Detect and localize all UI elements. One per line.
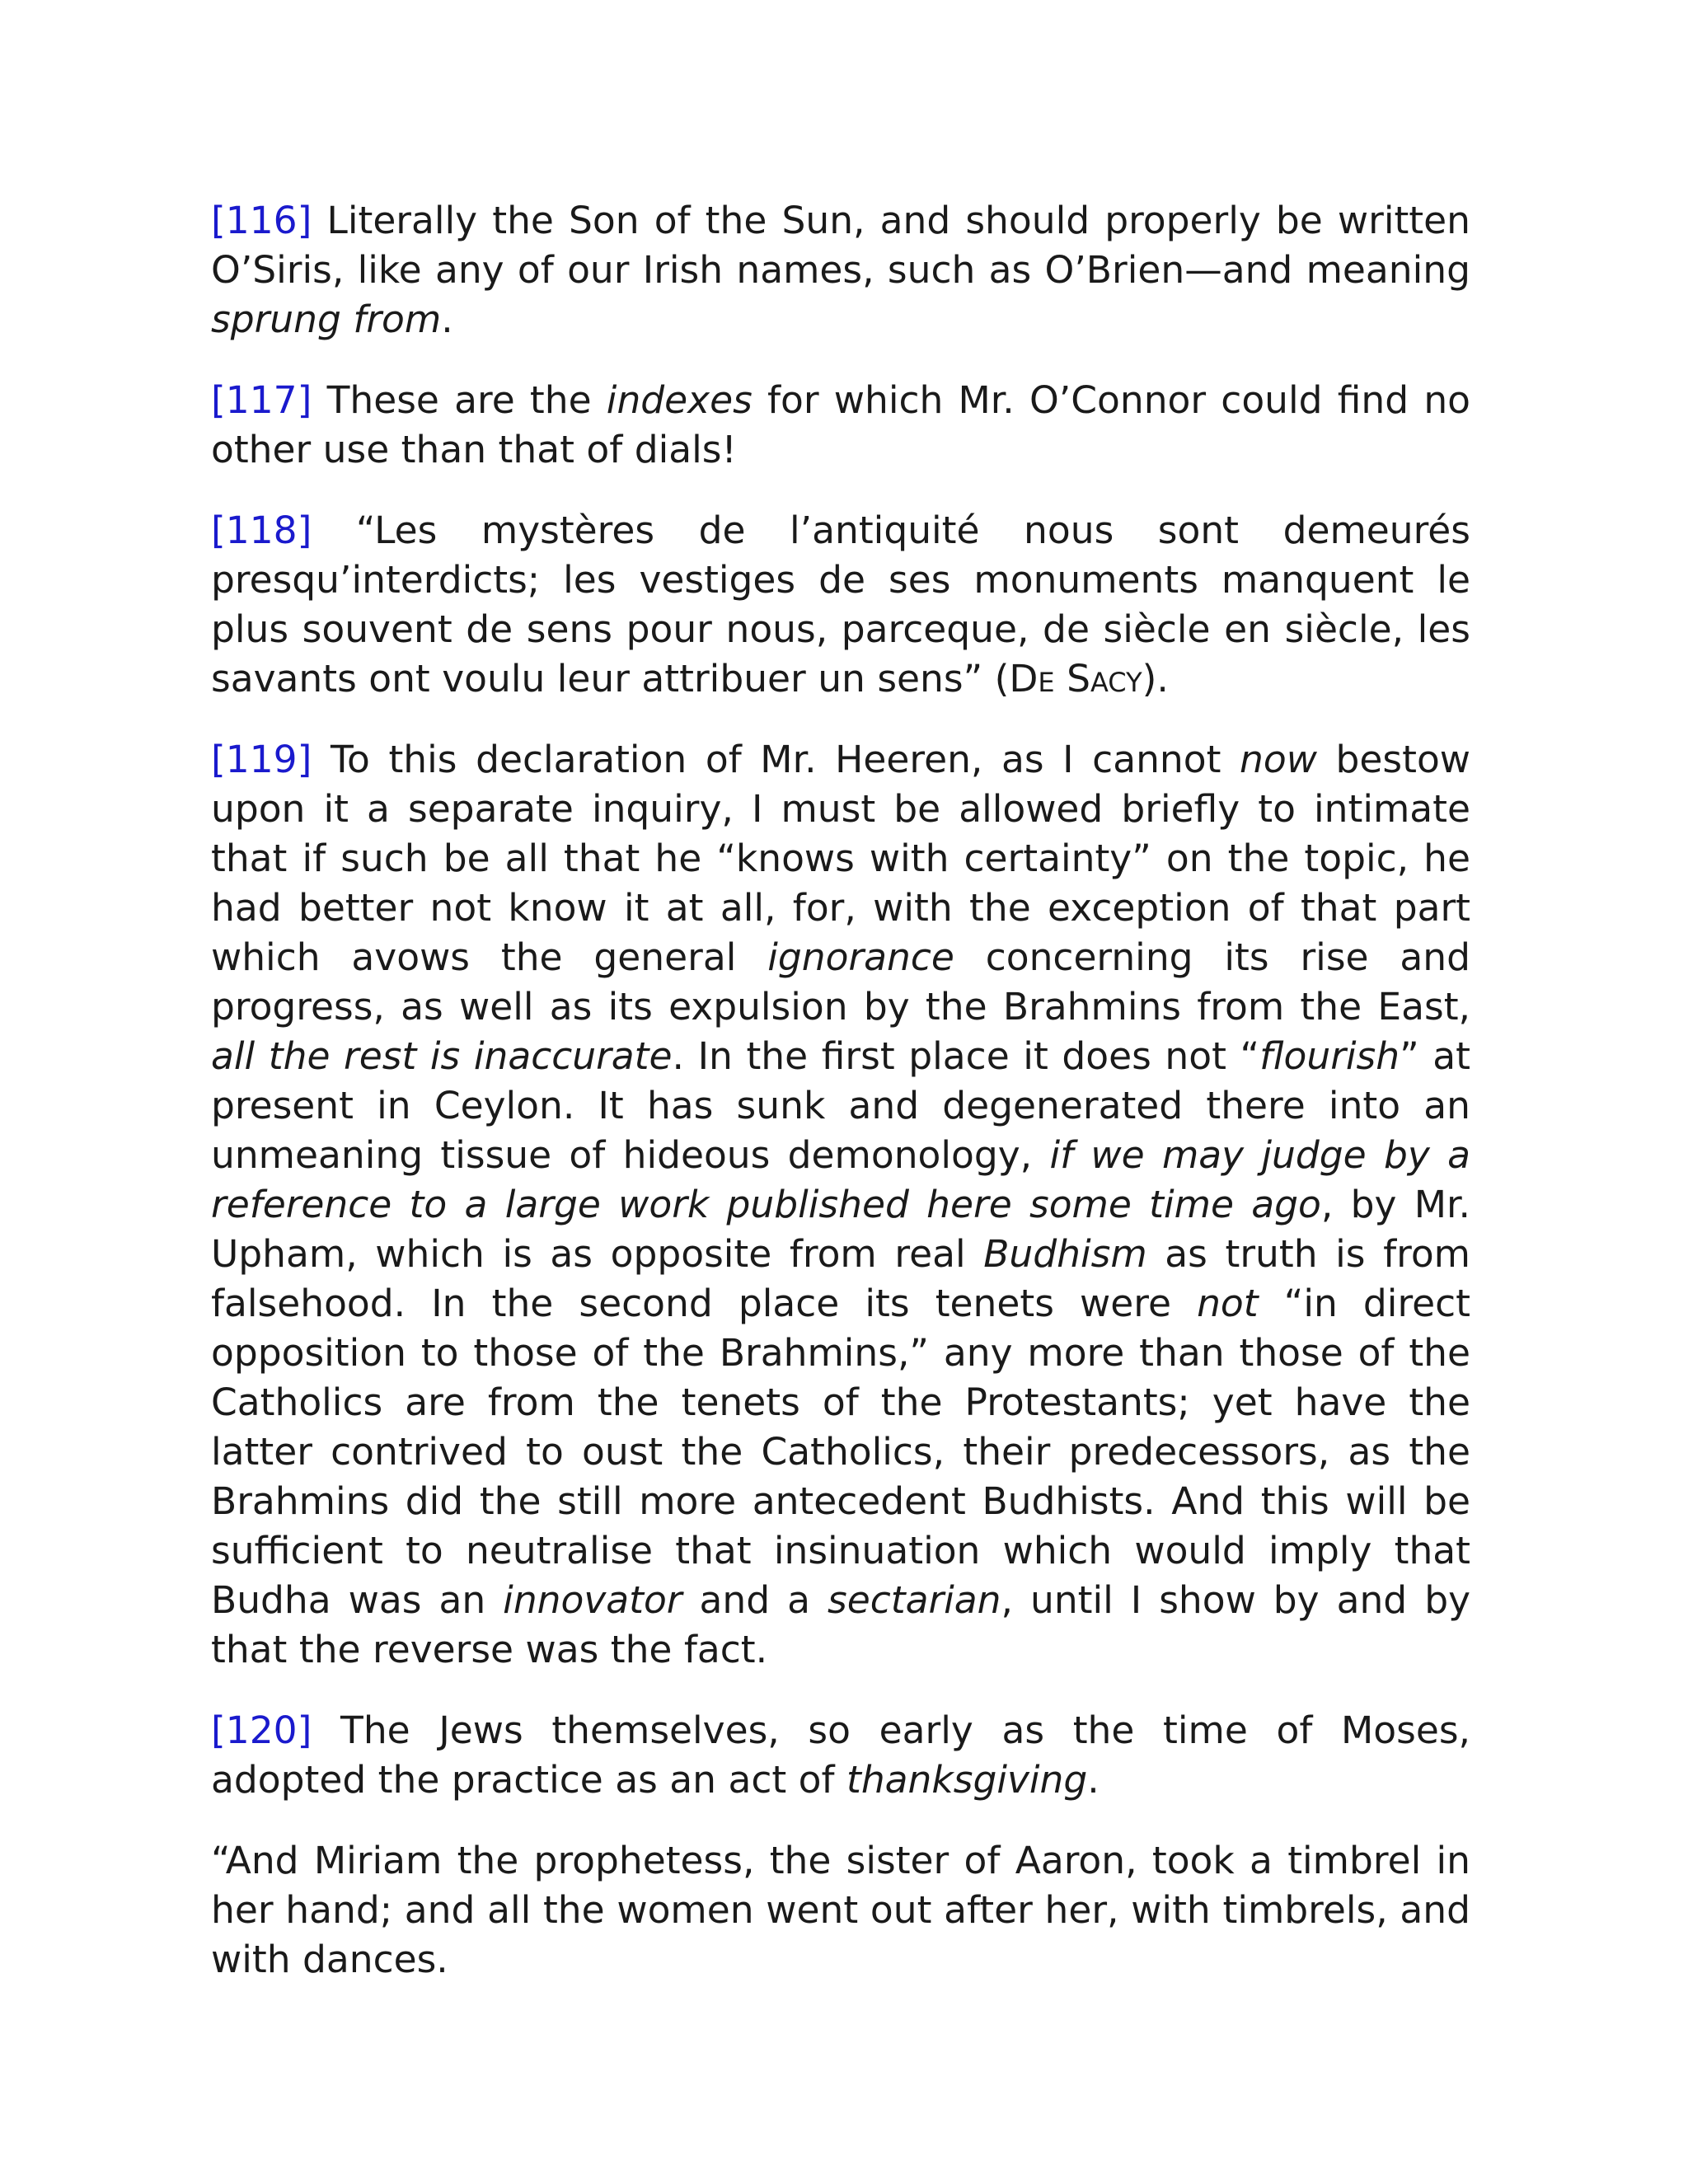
note-text: These are the — [326, 378, 607, 422]
note-text-italic: if we may judge by a reference to a large work published here some time ago — [211, 1133, 1470, 1226]
note-text-italic: now — [1240, 738, 1317, 781]
author-name-small-caps: De Sacy — [1009, 657, 1142, 701]
footnote-ref-117[interactable]: [117] — [211, 378, 312, 422]
note-text-italic: thanksgiving — [846, 1758, 1088, 1802]
quotation-paragraph — [211, 1836, 1470, 1985]
note-text-italic: sprung from — [211, 298, 442, 341]
note-text: “in direct opposition to those of the Brahmins,” any more than those of the Catholics are from the tenets of the Protestants; yet have the latter contrived to oust the Catholics, their predecessors, as the Brahmins did the still more antecedent Budhists. And this will be sufficient to neutralise that insinuation which would imply that Budha was an — [211, 1282, 1471, 1622]
note-text: . — [441, 298, 453, 341]
note-text: To this declaration of Mr. Heeren, as I cannot — [330, 738, 1240, 781]
note-text: . In the first place it does not “ — [672, 1034, 1260, 1078]
note-text: for which Mr. O’Connor could find no other use than that of dials! — [211, 378, 1470, 471]
footnote-119 — [211, 735, 1470, 1675]
note-text: , until I show by and by that the reverse was the fact. — [211, 1578, 1470, 1671]
footnote-ref-119[interactable]: [119] — [211, 738, 312, 781]
note-text-italic: ignorance — [767, 935, 954, 979]
note-text: ” at present in Ceylon. It has sunk and degenerated there into an unmeaning tissue of hideous demonology, — [211, 1034, 1470, 1177]
note-text: , by Mr. Upham, which is as opposite from real — [211, 1183, 1470, 1276]
footnote-ref-116[interactable]: [116] — [211, 199, 312, 242]
note-text: and a — [682, 1578, 828, 1622]
note-text: concerning its rise and progress, as well as its expulsion by the Brahmins from the East, — [211, 935, 1470, 1029]
footnote-118 — [211, 506, 1470, 704]
note-text: as truth is from falsehood. In the second place its tenets were — [211, 1232, 1470, 1325]
footnote-116 — [211, 196, 1470, 344]
note-text: . — [1087, 1758, 1100, 1802]
note-text: “Les mystères de l’antiquité nous sont demeurés presqu’interdicts; les vestiges de ses monuments manquent le plus souvent de sens pour nous, parceque, de siècle en siècle, les savants ont voulu leur attribuer un sens” ( — [211, 509, 1470, 701]
document-page — [211, 196, 1470, 2016]
note-text-italic: sectarian — [828, 1578, 1001, 1622]
note-text-italic: indexes — [606, 378, 753, 422]
footnote-117 — [211, 376, 1470, 475]
footnote-ref-118[interactable]: [118] — [211, 509, 312, 552]
note-text: bestow upon it a separate inquiry, I must be allowed briefly to intimate that if such be all that he “knows with certainty” on the topic, he had better not know it at all, for, with the exception of that part which avows the general — [211, 738, 1470, 979]
footnote-ref-120[interactable]: [120] — [211, 1708, 312, 1752]
note-text: ). — [1142, 657, 1169, 701]
quotation-text: “And Miriam the prophetess, the sister of Aaron, took a timbrel in her hand; and all the women went out after her, with timbrels, and with dances. — [211, 1839, 1470, 1981]
note-text: The Jews themselves, so early as the time of Moses, adopted the practice as an act of — [211, 1708, 1470, 1802]
note-text-italic: all the rest is inaccurate — [211, 1034, 673, 1078]
note-text-italic: flourish — [1259, 1034, 1400, 1078]
note-text-italic: Budhism — [983, 1232, 1147, 1276]
note-text-italic: innovator — [503, 1578, 682, 1622]
note-text: Literally the Son of the Sun, and should properly be written O’Siris, like any of our Irish names, such as O’Brien—and meaning — [211, 199, 1470, 292]
note-text-italic: not — [1197, 1282, 1259, 1325]
footnote-120 — [211, 1706, 1470, 1805]
